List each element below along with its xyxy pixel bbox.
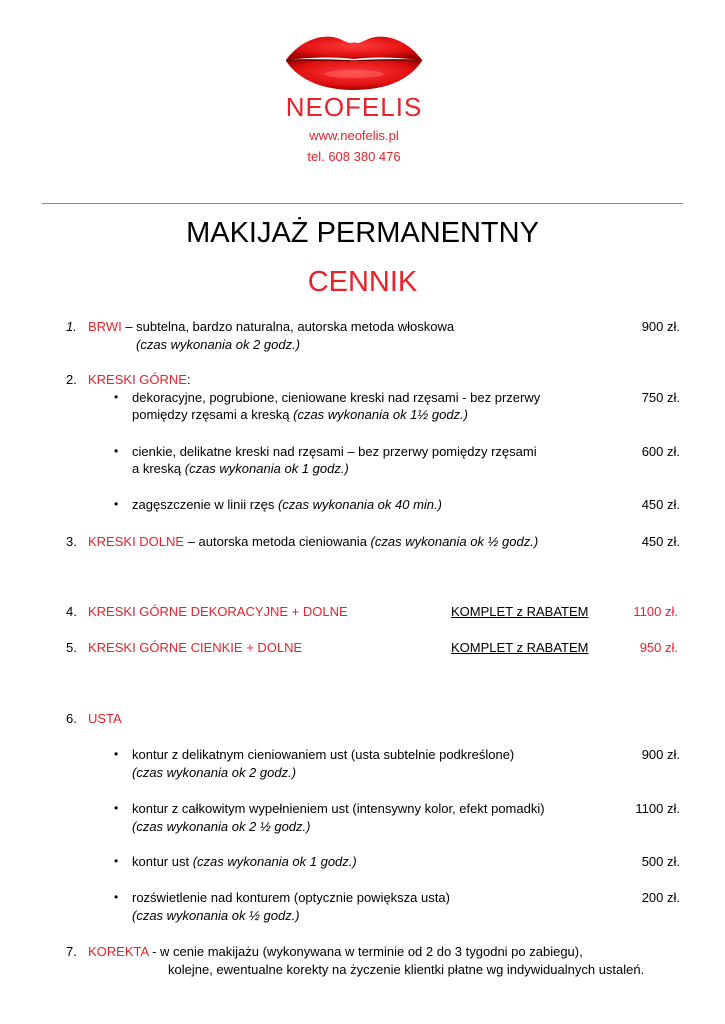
komplet-label: KOMPLET z RABATEM [451,604,589,619]
item-number: 1. [66,319,77,334]
lips-icon [282,30,426,92]
website-link[interactable]: www.neofelis.pl [309,128,399,143]
bullet-duration: (czas wykonania ok 1 godz.) [192,854,357,869]
item-price: 950 zł. [639,640,678,655]
item-number: 6. [66,711,77,726]
brand-name: NEOFELIS [285,92,423,122]
item-number: 3. [66,534,77,549]
bullet-duration: (czas wykonania ok 1½ godz.) [293,407,468,422]
bullet-icon: • [114,444,119,458]
phone-number: tel. 608 380 476 [307,149,401,164]
bullet-icon: • [114,854,119,868]
item-number: 7. [66,944,77,959]
bullet-text: cienkie, delikatne kreski nad rzęsami – bez przerwy pomiędzy rzęsami [132,444,537,459]
bullet-text: zagęszczenie w linii rzęs [132,497,278,512]
bullet-text: a kreską [132,461,185,476]
item-price: 900 zł. [641,747,680,762]
item-name: USTA [88,711,122,726]
item-number: 2. [66,372,77,387]
bullet-text: kontur z delikatnym cieniowaniem ust (usta subtelnie podkreślone) [132,747,515,762]
page-subtitle: CENNIK [307,266,418,298]
bullet-icon: • [114,497,119,511]
item-name: BRWI [88,319,122,334]
item-price: 200 zł. [641,890,680,905]
item-price: 450 zł. [641,534,680,549]
bullet-text: kontur z całkowitym wypełnieniem ust (intensywny kolor, efekt pomadki) [132,801,545,816]
item-price: 750 zł. [641,390,680,405]
bullet-text-line [132,496,442,513]
item-number: 4. [66,604,77,619]
item-name: KRESKI GÓRNE [88,372,187,387]
bullet-text-line2 [132,460,349,477]
item-desc: – autorska metoda cieniowania [184,534,371,549]
item-price: 1100 zł. [635,801,680,816]
item-number: 5. [66,640,77,655]
bullet-duration: (czas wykonania ok ½ godz.) [132,908,300,923]
item-colon: : [186,372,191,387]
bullet-icon: • [114,801,119,815]
item-name: KOREKTA [88,944,149,959]
item-desc: – subtelna, bardzo naturalna, autorska metoda włoskowa [121,319,455,334]
bullet-text-line2 [132,406,468,423]
item-price: 900 zł. [641,319,680,334]
bullet-duration: (czas wykonania ok 2 ½ godz.) [132,819,311,834]
bullet-icon: • [114,890,119,904]
item-price: 450 zł. [641,497,680,512]
bullet-duration: (czas wykonania ok 2 godz.) [132,765,297,780]
bullet-text: pomiędzy rzęsami a kreską [132,407,294,422]
komplet-label: KOMPLET z RABATEM [451,640,589,655]
bullet-text: dekoracyjne, pogrubione, cieniowane kreski nad rzęsami - bez przerwy [132,390,541,405]
item-name: KRESKI DOLNE [88,534,185,549]
logo [282,30,426,164]
list-item [88,371,191,388]
divider [42,203,683,204]
item-duration: (czas wykonania ok ½ godz.) [370,534,539,549]
item-duration: (czas wykonania ok 2 godz.) [136,337,301,352]
item-name: KRESKI GÓRNE CIENKIE + DOLNE [88,640,303,655]
list-item [88,943,583,960]
bullet-duration: (czas wykonania ok 1 godz.) [184,461,349,476]
item-price: 1100 zł. [633,604,678,619]
item-price: 500 zł. [641,854,680,869]
bullet-text: rozświetlenie nad konturem (optycznie powiększa usta) [132,890,450,905]
page-title: MAKIJAŻ PERMANENTNY [186,217,539,249]
list-item [88,318,454,335]
item-price: 600 zł. [641,444,680,459]
item-name: KRESKI GÓRNE DEKORACYJNE + DOLNE [88,604,348,619]
list-item [88,533,538,550]
bullet-text: kontur ust [132,854,193,869]
item-note: kolejne, ewentualne korekty na życzenie klientki płatne wg indywidualnych ustaleń. [168,962,645,977]
bullet-icon: • [114,390,119,404]
bullet-icon: • [114,747,119,761]
bullet-duration: (czas wykonania ok 40 min.) [277,497,442,512]
item-desc: - w cenie makijażu (wykonywana w terminie od 2 do 3 tygodni po zabiegu), [148,944,583,959]
bullet-text-line [132,853,357,870]
